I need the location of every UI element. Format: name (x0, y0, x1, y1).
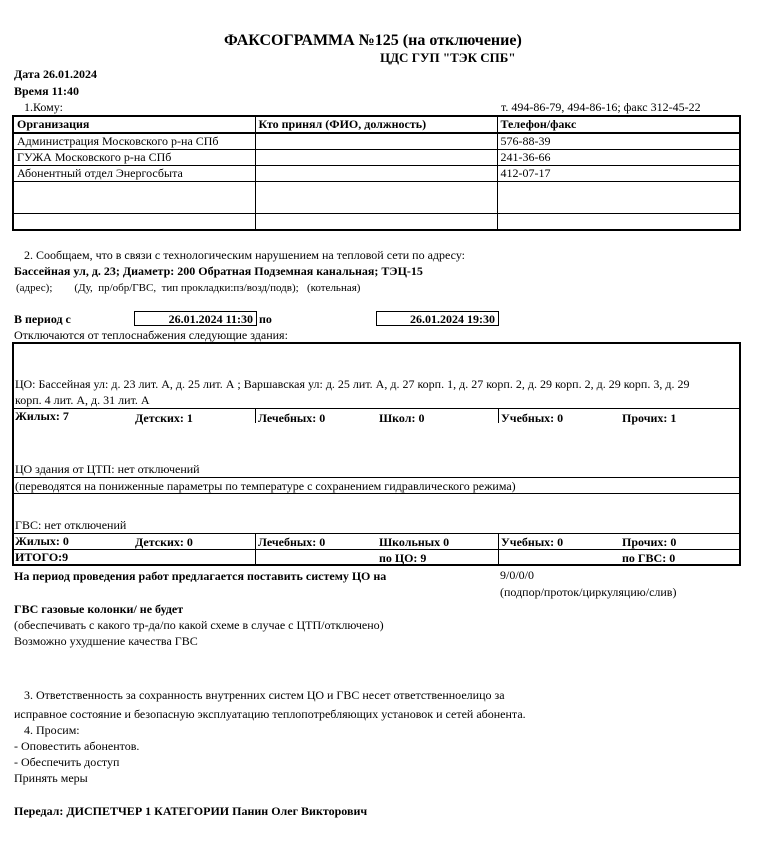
phone-cell (497, 214, 740, 231)
received-by-cell (255, 182, 497, 214)
ctp-note: (переводятся на пониженные параметры по температуре с сохранением гидравлического режима) (15, 479, 516, 493)
gvs-children-count: Детских: 0 (135, 535, 193, 549)
table-row (13, 133, 740, 150)
proposal-value: 9/0/0/0 (500, 568, 535, 582)
gvs-status: ГВС: нет отключений (15, 518, 127, 532)
received-by-cell (255, 150, 497, 166)
column-header-phone: Телефон/факс (497, 116, 740, 133)
organization-cell (13, 182, 255, 214)
organization-cell: Абонентный отдел Энергосбыта (13, 166, 255, 182)
organization-cell (13, 214, 255, 231)
sender-signature: Передал: ДИСПЕТЧЕР 1 КАТЕГОРИИ Панин Олег Викторович (14, 804, 368, 818)
divider (13, 477, 740, 478)
table-row (13, 182, 740, 214)
request-item: - Оповестить абонентов. (14, 739, 140, 753)
column-header-organization: Организация (13, 116, 255, 133)
organization-name: ЦДС ГУП "ТЭК СПБ" (380, 50, 516, 65)
gvs-warning: Возможно ухудшение качества ГВС (14, 634, 198, 648)
section3-line1: 3. Ответственность за сохранность внутренних систем ЦО и ГВС несет ответственноелицо за (24, 688, 505, 702)
to-label: 1.Кому: (24, 100, 63, 114)
table-row (13, 214, 740, 231)
request-item: - Обеспечить доступ (14, 755, 120, 769)
divider (13, 493, 740, 494)
date-label: Дата 26.01.2024 (14, 67, 97, 81)
co-children-count: Детских: 1 (135, 411, 193, 425)
phone-cell: 241-36-66 (497, 150, 740, 166)
gvs-other-count: Прочих: 0 (622, 535, 677, 549)
gvs-title: ГВС газовые колонки/ не будет (14, 602, 184, 616)
gvs-medical-count: Лечебных: 0 (258, 535, 326, 549)
address-legend: (адрес); (Ду, пр/обр/ГВС, тип прокладки:пз/возд/подв); (котельная) (16, 282, 361, 294)
total-count: ИТОГО:9 (15, 550, 69, 564)
time-label: Время 11:40 (14, 84, 80, 98)
incident-address: Бассейная ул, д. 23; Диаметр: 200 Обратная Подземная канальная; ТЭЦ-15 (14, 264, 423, 278)
divider (13, 549, 740, 550)
co-other-count: Прочих: 1 (622, 411, 677, 425)
gvs-note: (обеспечивать с какого тр-да/по какой схеме в случае с ЦТП/отключено) (14, 618, 384, 632)
proposal-text: На период проведения работ предлагается поставить систему ЦО на (14, 569, 387, 583)
co-buildings-list-line1: ЦО: Бассейная ул: д. 23 лит. А, д. 25 лит. А ; Варшавская ул: д. 25 лит. А, д. 27 корп. 1, д. 27 корп. 2, д. 29 корп. 2, д. 29 корп. 3, д. 29 (15, 377, 690, 391)
gvs-schools-count: Школьных 0 (379, 535, 450, 549)
total-gvs-count: по ГВС: 0 (622, 551, 676, 565)
co-residential-count: Жилых: 7 (15, 409, 69, 423)
recipients-table (12, 115, 741, 231)
phone-cell (497, 182, 740, 214)
gvs-residential-count: Жилых: 0 (15, 534, 69, 548)
divider (498, 409, 499, 423)
document-title: ФАКСОГРАММА №125 (на отключение) (224, 32, 522, 49)
proposal-value-legend: (подпор/проток/циркуляцию/слив) (500, 585, 677, 599)
co-educational-count: Учебных: 0 (501, 411, 564, 425)
received-by-cell (255, 166, 497, 182)
ctp-status: ЦО здания от ЦТП: нет отключений (15, 462, 200, 476)
period-to-box: 26.01.2024 19:30 (376, 311, 499, 326)
table-row (13, 150, 740, 166)
co-buildings-list-line2: корп. 4 лит. А, д. 31 лит. А (15, 393, 150, 407)
section4-title: 4. Просим: (24, 723, 80, 737)
disconnected-label: Отключаются от теплоснабжения следующие здания: (14, 328, 288, 342)
table-header-row (13, 116, 740, 133)
received-by-cell (255, 214, 497, 231)
phone-cell: 576-88-39 (497, 133, 740, 150)
divider (255, 409, 256, 423)
divider (13, 408, 740, 409)
organization-cell: ГУЖА Московского р-на СПб (13, 150, 255, 166)
column-header-received-by: Кто принял (ФИО, должность) (255, 116, 497, 133)
phone-cell: 412-07-17 (497, 166, 740, 182)
section3-line2: исправное состояние и безопасную эксплуатацию теплопотребляющих установок и сетей абонента. (14, 707, 526, 721)
organization-cell: Администрация Московского р-на СПб (13, 133, 255, 150)
gvs-educational-count: Учебных: 0 (501, 535, 564, 549)
period-to-label: по (259, 312, 272, 326)
divider (13, 533, 740, 534)
received-by-cell (255, 133, 497, 150)
period-from-box: 26.01.2024 11:30 (134, 311, 257, 326)
co-medical-count: Лечебных: 0 (258, 411, 326, 425)
total-co-count: по ЦО: 9 (379, 551, 427, 565)
period-label: В период с (14, 312, 71, 326)
table-row (13, 166, 740, 182)
section2-intro: 2. Сообщаем, что в связи с технологическим нарушением на тепловой сети по адресу: (24, 248, 466, 262)
co-schools-count: Школ: 0 (379, 411, 425, 425)
contacts: т. 494-86-79, 494-86-16; факс 312-45-22 (501, 100, 701, 114)
request-item: Принять меры (14, 771, 88, 785)
